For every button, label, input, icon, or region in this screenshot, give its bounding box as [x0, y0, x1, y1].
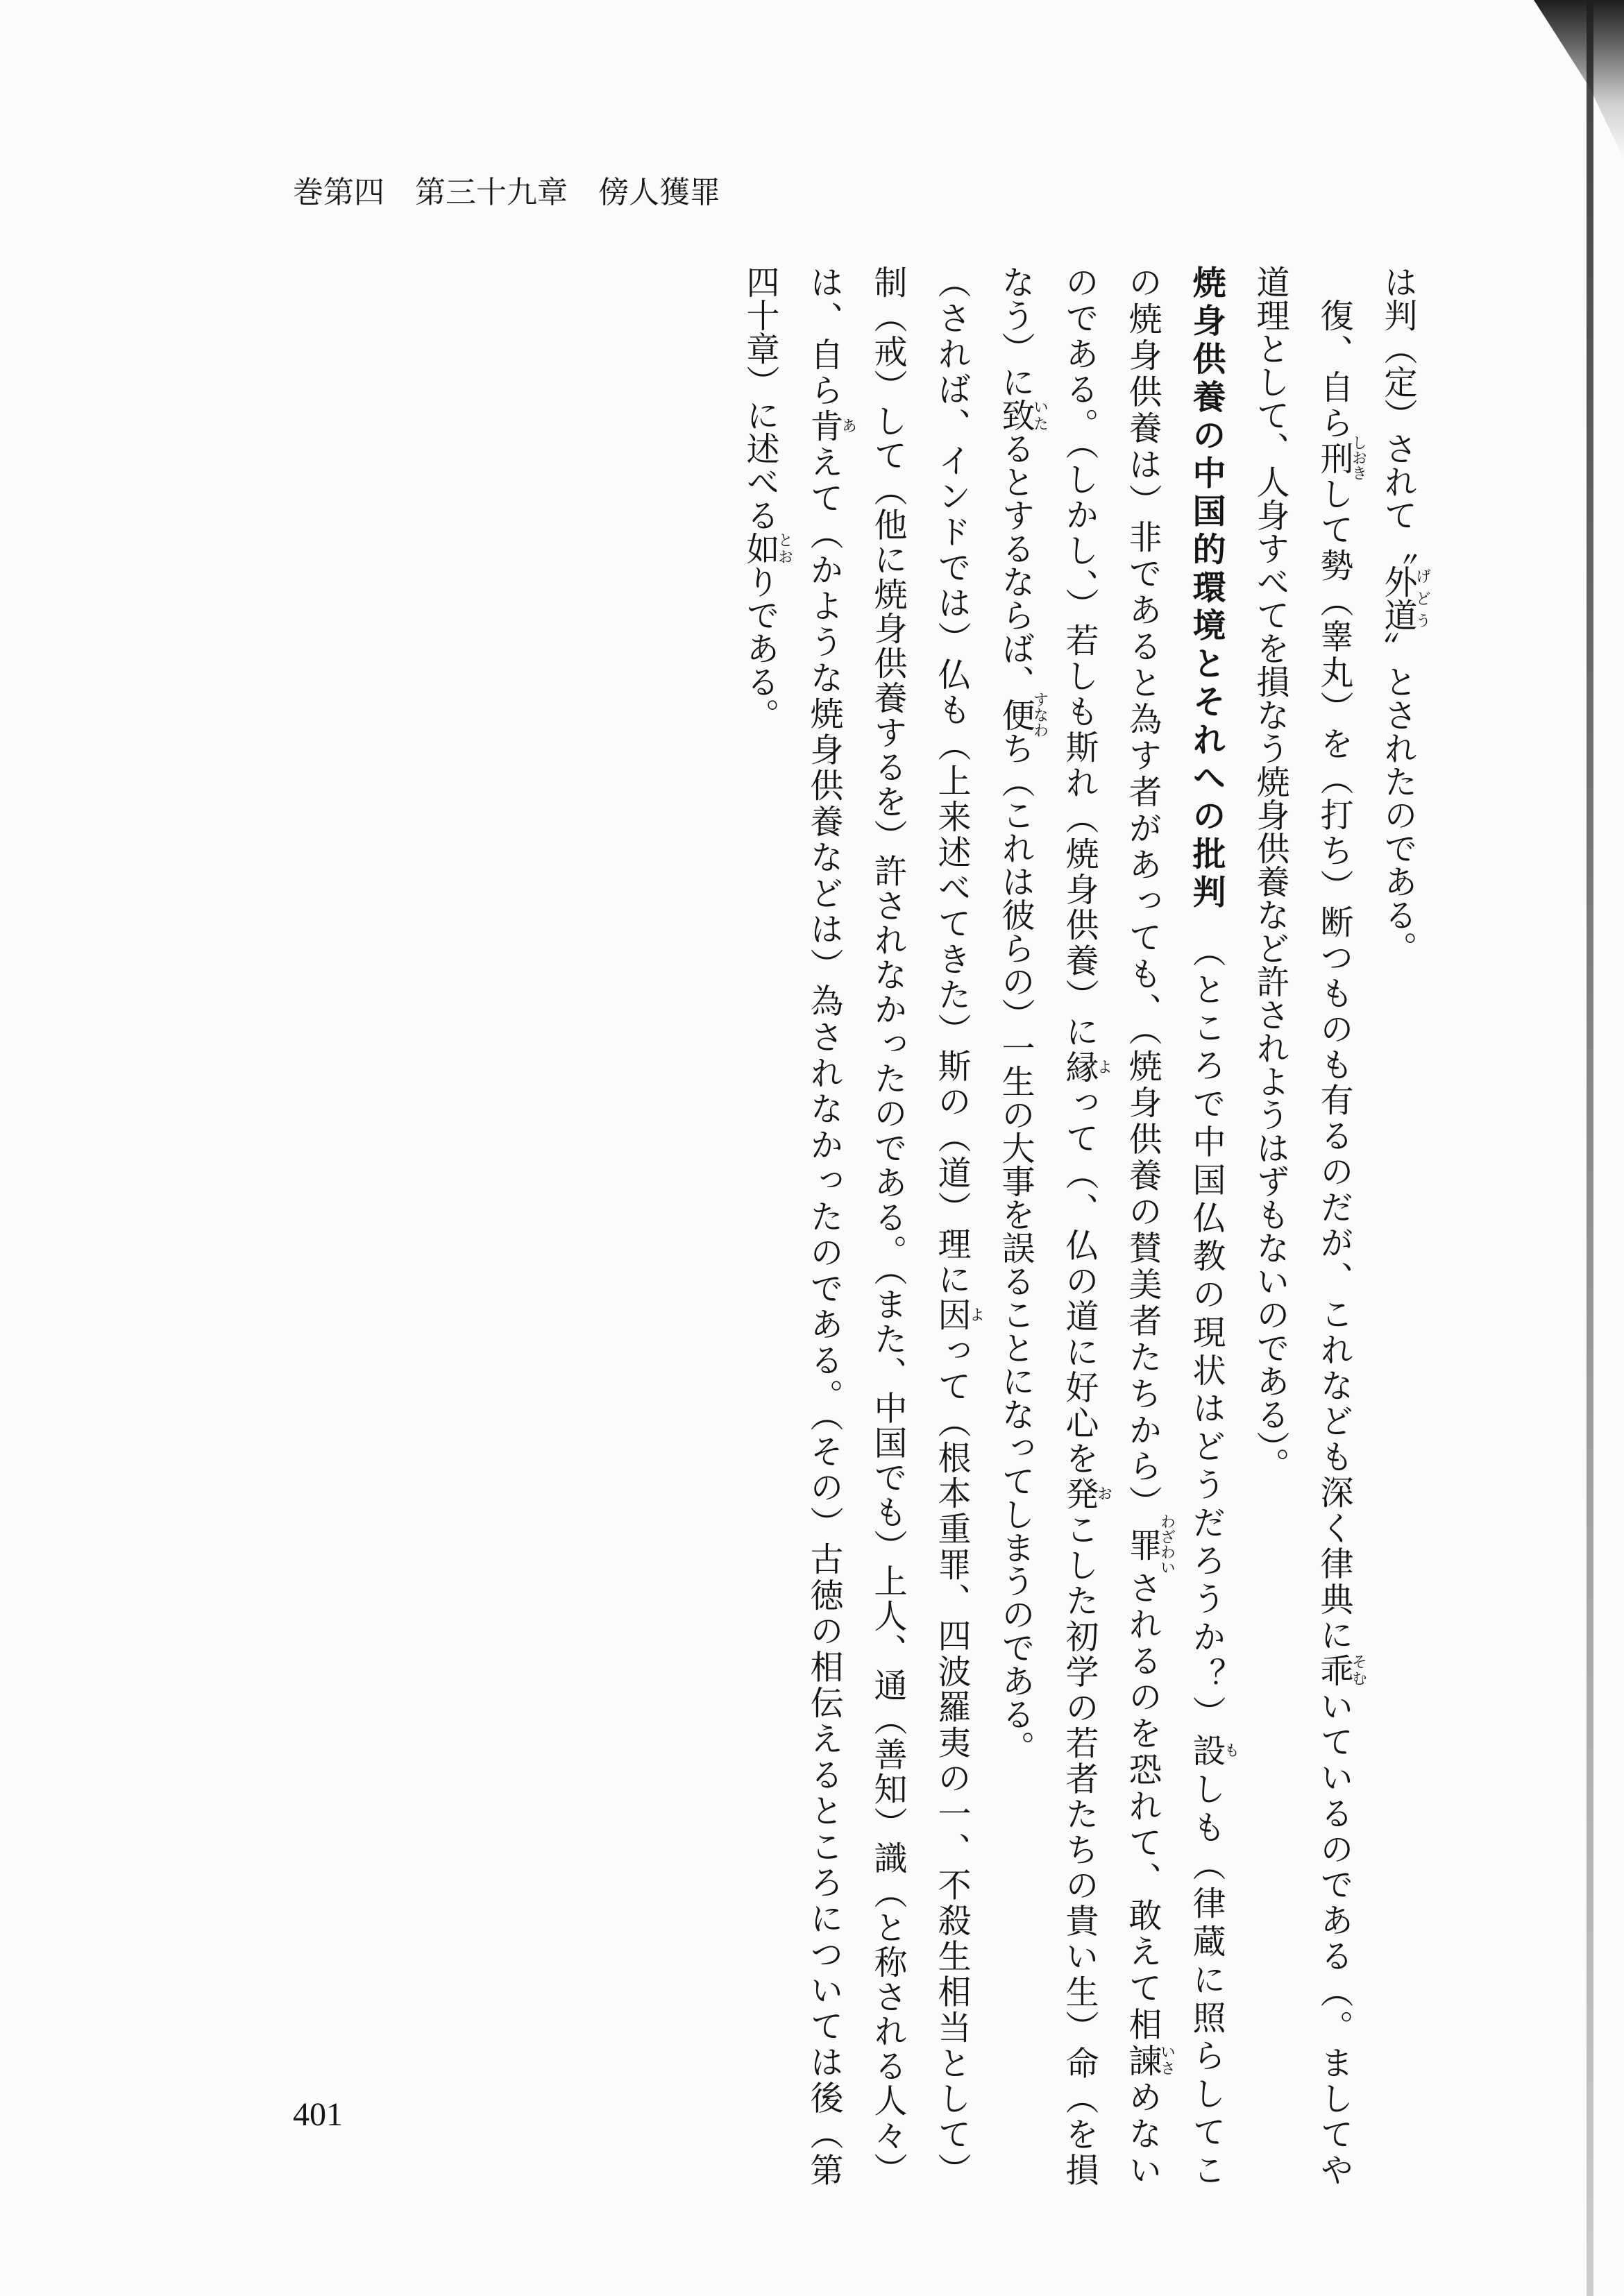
furigana-word [1060, 1049, 1113, 1086]
furigana-reading: あ [839, 409, 857, 443]
furigana-base: 縁 [1060, 1049, 1099, 1086]
text-column-8 [918, 265, 985, 2186]
furigana-base: 罪 [1123, 1513, 1162, 1575]
body-text: は判（定）されて〝 [1378, 265, 1417, 565]
body-text: （ところで中国仏教の現状はどうだろうか？） [1187, 912, 1226, 1734]
body-text: りである。 [741, 565, 779, 731]
body-text: めない [1123, 2080, 1162, 2186]
furigana-reading: げどう [1413, 565, 1431, 631]
furigana-reading: お [1094, 1477, 1113, 1511]
body-text: 復、自ら [1314, 298, 1353, 441]
body-text: 制（戒）して（他に焼身供養するを）許されなかったのである。（また、中国でも）上人、通（善知）識（と称される人々） [868, 265, 907, 2186]
body-text: ち（これは彼らの）一生の大事を誤ることになってしまうのである。 [996, 731, 1035, 1764]
furigana-word [996, 398, 1049, 432]
furigana-reading: すなわ [1031, 692, 1049, 738]
furigana-base: 設 [1187, 1733, 1226, 1772]
furigana-base: 外道 [1378, 565, 1417, 631]
furigana-word [1187, 1733, 1240, 1772]
furigana-base: 刑 [1314, 434, 1353, 481]
furigana-base: 如 [741, 532, 779, 565]
furigana-word [932, 1298, 985, 1334]
furigana-word [741, 532, 793, 565]
furigana-base: 発 [1060, 1477, 1099, 1513]
body-text: 四十章）に述べる [741, 265, 779, 532]
section-heading: 焼身供養の中国的環境とそれへの批判 [1187, 265, 1226, 912]
furigana-reading: よ [1094, 1049, 1113, 1083]
binding-shadow [1534, 0, 1624, 160]
text-column-6 [1046, 265, 1113, 2186]
furigana-reading: とお [775, 532, 793, 565]
text-column-9 [854, 265, 921, 2186]
body-text: って（、仏の道に好心を [1060, 1085, 1099, 1477]
body-text: えて（かような焼身供養などは）為されなかったのである。（その）古徳の相伝えるところについては後（第 [804, 444, 843, 2186]
furigana-word [1123, 2043, 1176, 2080]
body-text: されるのを恐れて、敢えて相 [1123, 1567, 1162, 2043]
furigana-word [1123, 1513, 1176, 1575]
furigana-reading: いた [1031, 398, 1049, 432]
furigana-base: 便 [996, 692, 1035, 738]
body-text: って（根本重罪、四波羅夷の一、不殺生相当として） [932, 1333, 971, 2186]
furigana-reading: も [1221, 1733, 1240, 1767]
furigana-word [1060, 1477, 1113, 1513]
body-text: るとするならば、 [996, 432, 1035, 698]
body-text: のである。（しかし、）若しも斯れ（焼身供養）に [1060, 265, 1099, 1050]
page-edge-line [1587, 0, 1593, 2296]
text-column-10 [790, 265, 857, 2186]
text-column-4 [1173, 265, 1240, 2186]
body-text: （されば、インドでは）仏も（上来述べてきた）斯の（道）理に [932, 265, 971, 1298]
furigana-word [1314, 1653, 1367, 1690]
furigana-reading: しおき [1349, 434, 1367, 481]
running-head: 巻第四 第三十九章 傍人獲罪 [293, 175, 720, 210]
text-column-7 [982, 265, 1049, 2186]
furigana-word [804, 409, 857, 445]
text-column-3 [1237, 265, 1303, 2186]
body-text: して勢（睾丸）を（打ち）断つものも有るのだが、これなども深く律典に [1314, 474, 1353, 1653]
furigana-word [1378, 565, 1431, 631]
furigana-base: 因 [932, 1298, 971, 1334]
body-text: なう）に [996, 265, 1035, 398]
body-text: は、自ら [804, 265, 843, 409]
text-column-5 [1109, 265, 1176, 2186]
body-text: しも（律蔵に照らしてこ [1187, 1771, 1226, 2186]
text-column-2 [1301, 265, 1367, 2186]
body-text: 〟とされたのである。 [1378, 631, 1417, 964]
furigana-reading: いさ [1158, 2043, 1176, 2077]
furigana-base: 肯 [804, 409, 843, 445]
furigana-word [1314, 434, 1367, 481]
text-column-11 [727, 265, 793, 2186]
text-column-1 [1364, 265, 1431, 2186]
furigana-reading: わざわい [1158, 1513, 1176, 1575]
body-text: の焼身供養は）非であると為す者があっても、（焼身供養の賛美者たちから） [1123, 265, 1162, 1522]
furigana-base: 諫 [1123, 2043, 1162, 2080]
body-text: こした初学の若者たちの貴い生）命（を損 [1060, 1512, 1099, 2186]
page-number: 401 [293, 2096, 343, 2133]
furigana-reading: よ [967, 1298, 985, 1332]
body-text: いているのである（。ましてや [1314, 1689, 1353, 2186]
furigana-word [996, 692, 1049, 738]
furigana-reading: そむ [1349, 1653, 1367, 1687]
furigana-base: 乖 [1314, 1653, 1353, 1690]
furigana-base: 致 [996, 398, 1035, 432]
body-text: 道理として、人身すべてを損なう焼身供養など許されようはずもないのである）。 [1251, 265, 1289, 1481]
